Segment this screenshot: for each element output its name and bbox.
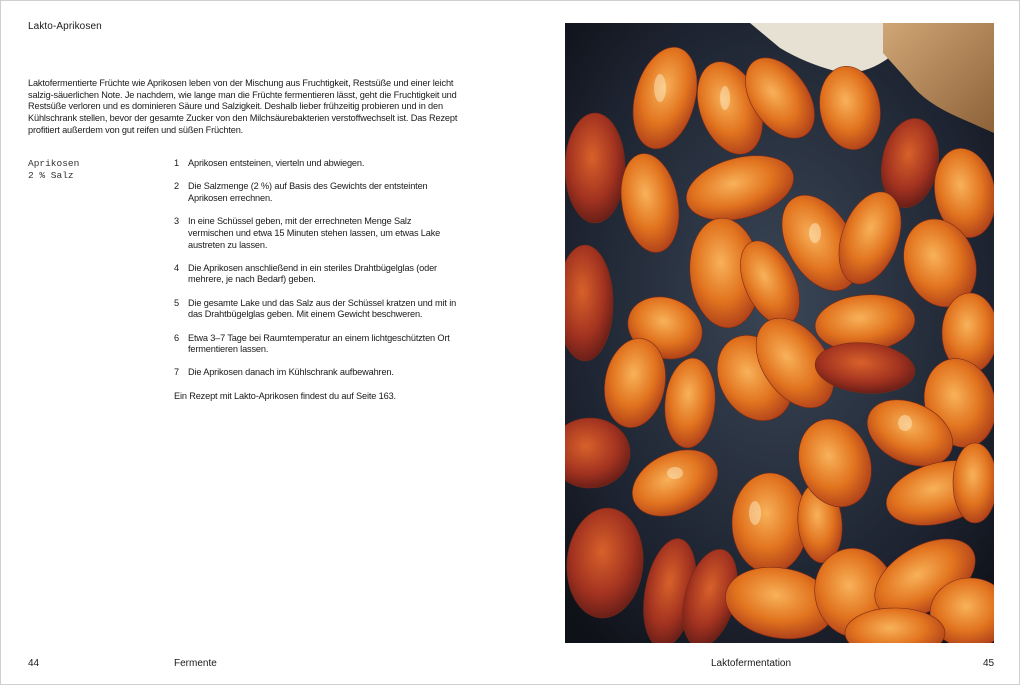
page-number-right: 45 (983, 658, 995, 669)
step-text: Etwa 3–7 Tage bei Raumtemperatur an einem lichtgeschützten Ort fermentieren lassen. (188, 332, 450, 355)
intro-paragraph: Laktofermentierte Früchte wie Aprikosen leben von der Mischung aus Fruchtigkeit, Restsüße und einer leicht salzig-säuerlichen Note. Je nachdem, wie lange man die Früchte fermentieren lässt, geht die Fruchtigkeit und Restsüße verloren und es dominieren Säure und Salzigkeit. Deshalb lieber frühzeitig probieren und in den Kühlschrank stellen, bevor der gesamte Zucker von den Milchsäurebakterien verstoffwechselt ist. Das Rezept profitiert außerdem von gut reifen und süßen Früchten. (28, 78, 458, 135)
step-number: 5 (174, 297, 179, 308)
step-item (174, 216, 459, 251)
step-item (174, 158, 459, 170)
step-number: 7 (174, 367, 179, 378)
step-item (174, 298, 459, 321)
step-item (174, 181, 459, 204)
step-item (174, 333, 459, 356)
step-text: Die Salzmenge (2 %) auf Basis des Gewichts der entsteinten Aprikosen errechnen. (188, 181, 428, 203)
section-footer: Fermente (174, 658, 217, 669)
cross-reference-note: Ein Rezept mit Lakto-Aprikosen findest du auf Seite 163. (174, 390, 396, 401)
chapter-footer: Laktofermentation (711, 658, 792, 669)
step-text: Die Aprikosen anschließend in ein steriles Drahtbügelglas (oder mehrere, je nach Bedarf) geben. (188, 262, 437, 285)
step-item (174, 263, 459, 286)
step-text: Die gesamte Lake und das Salz aus der Schüssel kratzen und mit in das Drahtbügelglas geben. Mit einem Gewicht beschweren. (188, 297, 457, 320)
step-number: 3 (174, 216, 179, 227)
step-text: Aprikosen entsteinen, vierteln und abwiegen. (188, 158, 365, 168)
step-text: Die Aprikosen danach im Kühlschrank aufbewahren. (188, 367, 394, 378)
step-number: 1 (174, 158, 179, 168)
step-number: 2 (174, 181, 179, 192)
step-number: 6 (174, 332, 179, 343)
ingredient-item: Aprikosen (28, 158, 80, 169)
step-item (174, 367, 459, 379)
apricot-photo-illustration (565, 23, 994, 643)
page-number-left: 44 (28, 658, 40, 669)
apricot-photo (565, 23, 994, 643)
step-number: 4 (174, 262, 179, 273)
step-list (174, 158, 459, 402)
running-title: Lakto-Aprikosen (28, 21, 102, 32)
step-text: In eine Schüssel geben, mit der errechneten Menge Salz vermischen und etwa 15 Minuten stehen lassen, um etwas Lake austreten zu lassen. (188, 216, 441, 250)
ingredient-item: 2 % Salz (28, 169, 74, 181)
ingredient-list (28, 158, 79, 181)
